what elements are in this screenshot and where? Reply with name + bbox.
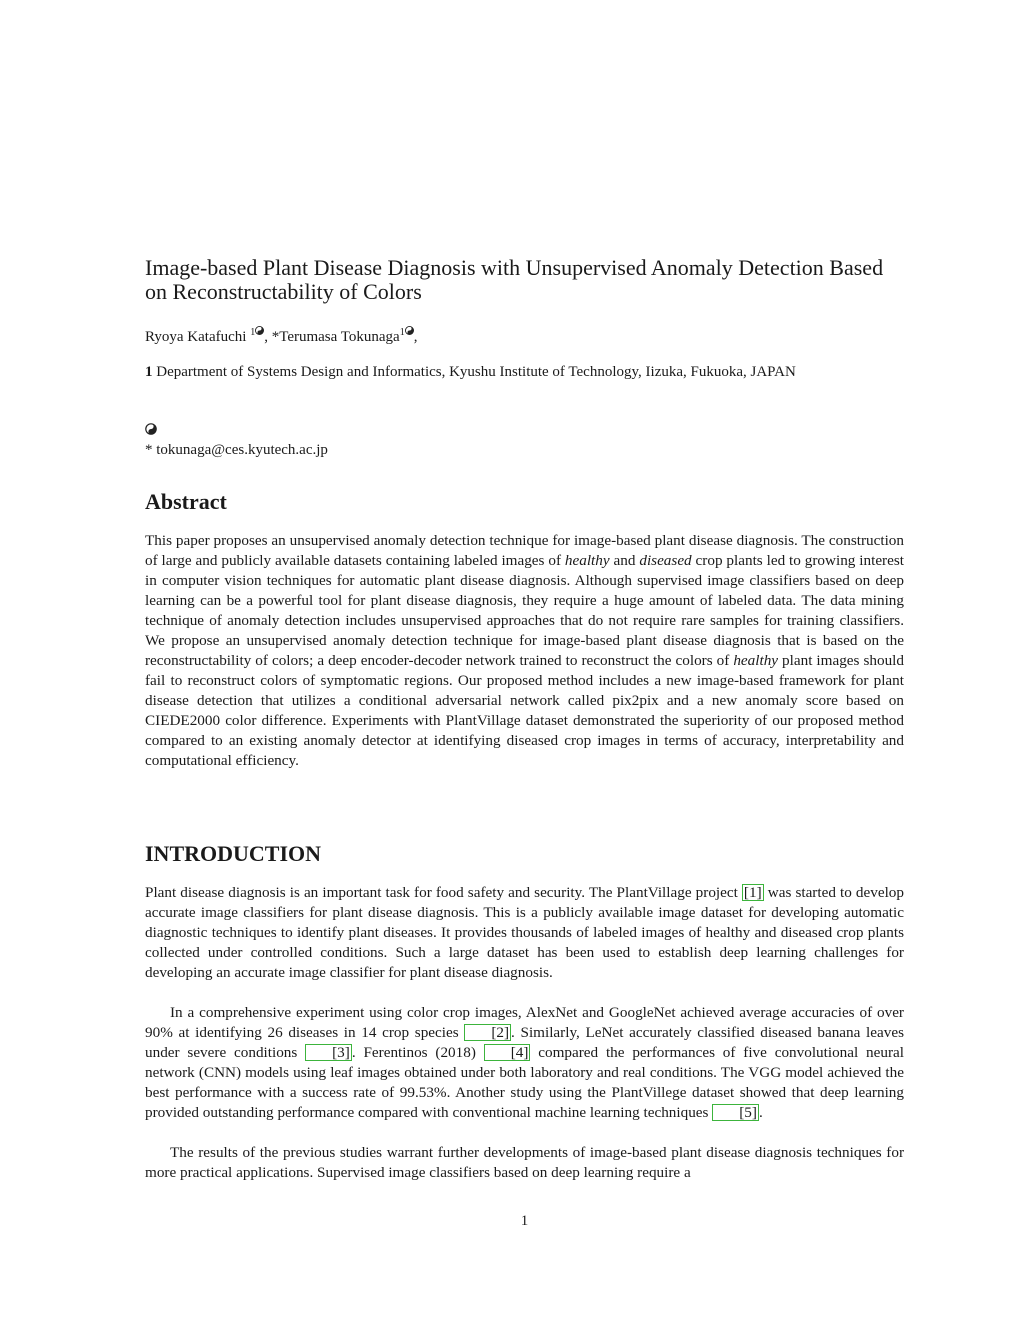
affiliation-number: 1 xyxy=(145,364,153,380)
abstract-text: This paper proposes an unsupervised anomaly detection technique for image-based plant disease diagnosis. The construction of large and publicly available datasets containing labeled images of healthy and diseased crop plants led to growing interest in computer vision techniques for automatic plant disease diagnosis. Although supervised image classifiers based on deep learning can be a powerful tool for plant disease diagnosis, they require a huge amount of labeled data. The data mining technique of anomaly detection includes unsupervised approaches that do not require rare samples for training classifiers. We propose an unsupervised anomaly detection technique for image-based plant disease diagnosis that is based on the reconstructability of colors; a deep encoder-decoder network trained to reconstruct the colors of healthy plant images should fail to reconstruct colors of symptomatic regions. Our proposed method includes a new image-based framework for plant disease detection that utilizes a conditional adversarial network called pix2pix and a new anomaly score based on CIEDE2000 color difference. Experiments with PlantVillage dataset demonstrated the superiority of our proposed method compared to an existing anomaly detector at identifying diseased crop images in terms of accuracy, interpretability and computational efficiency. xyxy=(145,532,904,769)
intro-paragraph-3: The results of the previous studies warrant further developments of image-based plant disease diagnosis techniques for more practical applications. Supervised image classifiers based on deep learning require a xyxy=(145,1144,904,1181)
corresponding-author-icon xyxy=(145,423,157,435)
citation-link[interactable]: [1] xyxy=(743,884,762,901)
author-name: Ryoya Katafuchi xyxy=(145,329,251,345)
introduction-heading: INTRODUCTION xyxy=(145,841,322,866)
affiliation-marker: 1 xyxy=(399,327,405,338)
author-list xyxy=(145,323,417,347)
author-separator: , xyxy=(264,329,272,345)
citation-link[interactable]: [2] xyxy=(464,1024,511,1041)
orcid-icon[interactable] xyxy=(255,326,264,335)
paper-page xyxy=(145,0,904,1325)
paper-title: Image-based Plant Disease Diagnosis with Unsupervised Anomaly Detection Based on Reconstructability of Colors xyxy=(145,255,884,304)
affiliation-text: Department of Systems Design and Informatics, Kyushu Institute of Technology, Iizuka, Fukuoka, JAPAN xyxy=(152,364,796,380)
intro-paragraph-1: Plant disease diagnosis is an important task for food safety and security. The PlantVillage project [1] was started to develop accurate image classifiers for plant disease diagnosis. This is a publicly available image dataset for developing automatic diagnostic techniques to identify plant diseases. It provides thousands of labeled images of healthy and diseased crop plants collected under controlled conditions. Such a large dataset has been used to establish deep learning challenges for developing an accurate image classifier for plant disease diagnosis. xyxy=(145,884,904,981)
author-end: , xyxy=(413,329,418,345)
citation-link[interactable]: [5] xyxy=(712,1104,759,1121)
intro-paragraph-2: In a comprehensive experiment using color crop images, AlexNet and GoogleNet achieved average accuracies of over 90% at identifying 26 diseases in 14 crop species [2] . Similarly, LeNet accurately classified diseased banana leaves under severe conditions [3] . Ferentinos (2018) [4] compared the performances of five convolutional neural network (CNN) models using leaf images obtained under both laboratory and real conditions. The VGG model achieved the best performance with a success rate of 99.53%. Another study using the PlantVillege dataset showed that deep learning provided outstanding performance compared with conventional machine learning techniques [5] . xyxy=(145,1004,904,1121)
affiliation-marker: 1 xyxy=(250,327,256,338)
citation-link[interactable]: [3] xyxy=(305,1044,352,1061)
citation-link[interactable]: [4] xyxy=(484,1044,531,1061)
page-number: 1 xyxy=(520,1213,529,1229)
affiliation xyxy=(145,362,904,382)
author-name: *Terumasa Tokunaga xyxy=(271,329,400,345)
orcid-icon[interactable] xyxy=(405,326,414,335)
abstract-heading: Abstract xyxy=(145,489,227,514)
corresponding-email: * tokunaga@ces.kyutech.ac.jp xyxy=(145,442,328,458)
